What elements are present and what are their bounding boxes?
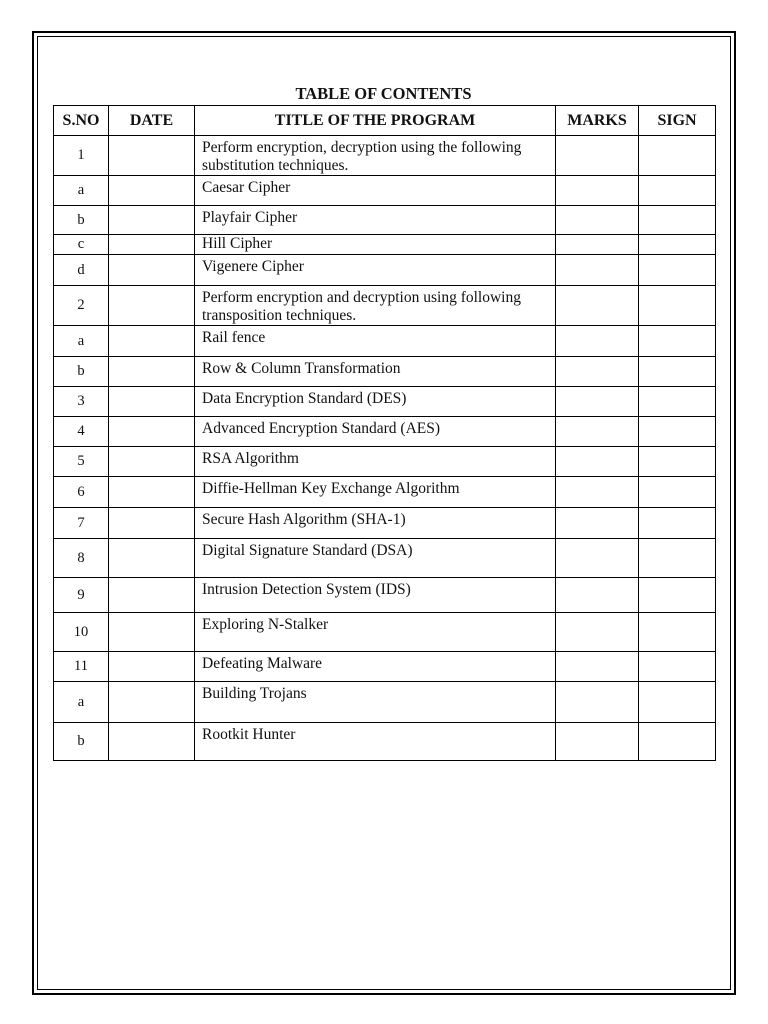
row-title: Data Encryption Standard (DES): [195, 387, 556, 417]
row-sno: 6: [54, 477, 109, 508]
row-title: Diffie-Hellman Key Exchange Algorithm: [195, 477, 556, 508]
row-marks: [556, 206, 639, 235]
table-row: [54, 613, 716, 652]
table-row: [54, 682, 716, 723]
table-row: [54, 235, 716, 255]
row-date: [109, 578, 195, 613]
table-row: [54, 387, 716, 417]
row-marks: [556, 387, 639, 417]
row-sno: 3: [54, 387, 109, 417]
row-sign: [639, 326, 716, 357]
row-sign: [639, 176, 716, 206]
row-sign: [639, 508, 716, 539]
contents-table: [53, 105, 716, 761]
row-date: [109, 387, 195, 417]
table-header-row: [54, 106, 716, 136]
row-sno: a: [54, 326, 109, 357]
row-sign: [639, 235, 716, 255]
row-date: [109, 136, 195, 176]
row-marks: [556, 255, 639, 286]
row-sno: 4: [54, 417, 109, 447]
row-sign: [639, 613, 716, 652]
row-sign: [639, 447, 716, 477]
row-sign: [639, 387, 716, 417]
table-body: [54, 136, 716, 761]
header-sno: S.NO: [54, 106, 109, 136]
table-row: [54, 255, 716, 286]
row-date: [109, 357, 195, 387]
row-marks: [556, 136, 639, 176]
table-row: [54, 539, 716, 578]
table-row: [54, 477, 716, 508]
table-row: [54, 206, 716, 235]
table-row: [54, 652, 716, 682]
row-sno: 10: [54, 613, 109, 652]
table-row: [54, 508, 716, 539]
row-marks: [556, 578, 639, 613]
row-sign: [639, 652, 716, 682]
row-title: RSA Algorithm: [195, 447, 556, 477]
table-row: [54, 723, 716, 761]
table-row: [54, 176, 716, 206]
row-title: Intrusion Detection System (IDS): [195, 578, 556, 613]
row-sign: [639, 682, 716, 723]
row-date: [109, 682, 195, 723]
row-title: Vigenere Cipher: [195, 255, 556, 286]
table-row: [54, 136, 716, 176]
header-sign: SIGN: [639, 106, 716, 136]
row-sno: b: [54, 357, 109, 387]
row-marks: [556, 539, 639, 578]
row-marks: [556, 723, 639, 761]
row-date: [109, 286, 195, 326]
row-sign: [639, 357, 716, 387]
table-row: [54, 578, 716, 613]
row-title: Digital Signature Standard (DSA): [195, 539, 556, 578]
row-date: [109, 417, 195, 447]
row-sno: 5: [54, 447, 109, 477]
row-title: Caesar Cipher: [195, 176, 556, 206]
row-marks: [556, 613, 639, 652]
row-marks: [556, 652, 639, 682]
row-marks: [556, 417, 639, 447]
row-sign: [639, 255, 716, 286]
row-date: [109, 176, 195, 206]
row-marks: [556, 176, 639, 206]
row-sno: a: [54, 176, 109, 206]
row-date: [109, 447, 195, 477]
row-title: Defeating Malware: [195, 652, 556, 682]
page-title: TABLE OF CONTENTS: [295, 84, 472, 103]
row-marks: [556, 326, 639, 357]
row-date: [109, 539, 195, 578]
row-marks: [556, 508, 639, 539]
row-date: [109, 235, 195, 255]
row-title: Building Trojans: [195, 682, 556, 723]
row-sign: [639, 477, 716, 508]
header-marks: MARKS: [556, 106, 639, 136]
row-sno: 1: [54, 136, 109, 176]
row-sno: d: [54, 255, 109, 286]
row-sno: c: [54, 235, 109, 255]
row-date: [109, 326, 195, 357]
row-date: [109, 206, 195, 235]
header-date: DATE: [109, 106, 195, 136]
row-sign: [639, 286, 716, 326]
row-sign: [639, 206, 716, 235]
row-title: Rootkit Hunter: [195, 723, 556, 761]
row-title: Row & Column Transformation: [195, 357, 556, 387]
row-title: Hill Cipher: [195, 235, 556, 255]
row-sno: a: [54, 682, 109, 723]
row-title: Rail fence: [195, 326, 556, 357]
row-date: [109, 255, 195, 286]
row-marks: [556, 477, 639, 508]
row-title: Exploring N-Stalker: [195, 613, 556, 652]
row-sno: 11: [54, 652, 109, 682]
table-row: [54, 417, 716, 447]
row-title: Secure Hash Algorithm (SHA-1): [195, 508, 556, 539]
row-marks: [556, 682, 639, 723]
row-sno: b: [54, 206, 109, 235]
row-sign: [639, 417, 716, 447]
row-title: Advanced Encryption Standard (AES): [195, 417, 556, 447]
row-marks: [556, 357, 639, 387]
row-sign: [639, 578, 716, 613]
row-marks: [556, 286, 639, 326]
row-sno: 2: [54, 286, 109, 326]
table-row: [54, 286, 716, 326]
table-row: [54, 357, 716, 387]
row-marks: [556, 447, 639, 477]
table-row: [54, 447, 716, 477]
row-sign: [639, 539, 716, 578]
row-date: [109, 508, 195, 539]
row-title: Perform encryption and decryption using following transposition techniques.: [195, 286, 556, 326]
row-sign: [639, 723, 716, 761]
row-date: [109, 723, 195, 761]
table-row: [54, 326, 716, 357]
row-title: Playfair Cipher: [195, 206, 556, 235]
row-sno: 8: [54, 539, 109, 578]
row-sno: 9: [54, 578, 109, 613]
row-date: [109, 613, 195, 652]
row-sign: [639, 136, 716, 176]
row-date: [109, 477, 195, 508]
row-sno: b: [54, 723, 109, 761]
row-marks: [556, 235, 639, 255]
row-date: [109, 652, 195, 682]
row-sno: 7: [54, 508, 109, 539]
row-title: Perform encryption, decryption using the following substitution techniques.: [195, 136, 556, 176]
header-title: TITLE OF THE PROGRAM: [195, 106, 556, 136]
